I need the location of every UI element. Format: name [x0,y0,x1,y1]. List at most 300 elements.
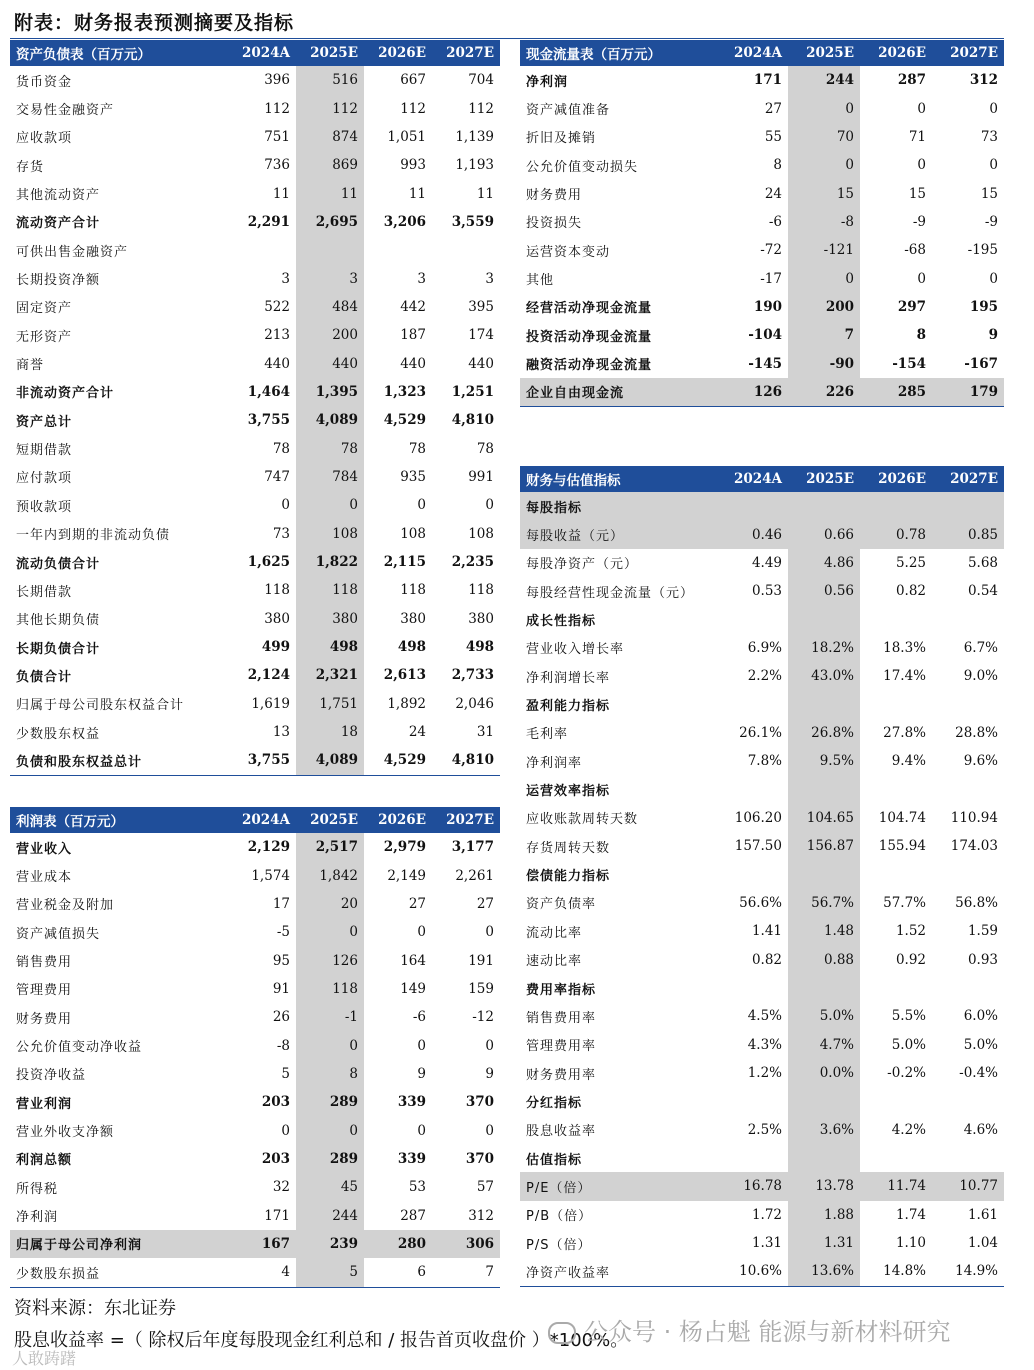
cell-value: 167 [228,1230,296,1258]
cell-value: 9.5% [788,747,860,775]
cell-value: 0 [417,924,426,941]
cell-value [932,1144,1004,1172]
cell-value: 1,619 [251,695,290,712]
row-label: 存货 [16,159,45,175]
cell-value: 213 [264,327,290,344]
row-label: 资产总计 [16,414,73,430]
balance-sheet-table [10,40,500,776]
cell-value: 10.77 [932,1172,1004,1200]
row-label: 其他流动资产 [16,188,101,204]
cell-value [716,690,788,718]
column-header: 2025E [788,466,860,492]
cell-value: 15 [788,179,860,207]
cell-value: 78 [476,440,494,457]
cell-value: 499 [261,639,290,656]
cell-value: -145 [748,355,782,372]
cell-value: 2,149 [387,867,426,884]
dividend-yield-note: 股息收益率 =（ 除权后年度每股现金红利总和 / 报告首页收盘价 ）*100%。 [14,1330,629,1351]
cell-value: 6.0% [963,1008,998,1025]
cell-value: 2.2% [747,668,782,685]
cell-value: 0 [989,100,998,117]
cell-value: 747 [264,468,290,485]
cell-value: 164 [400,952,426,969]
row-label: 财务费用 [526,188,583,204]
table-row [10,661,500,689]
row-label: 长期负债合计 [16,641,101,657]
row-label: 流动负债合计 [16,556,101,572]
row-label: 股息收益率 [526,1124,597,1140]
cell-value: 126 [296,946,364,974]
row-label: 长期投资净额 [16,273,101,289]
row-label: 流动比率 [526,925,583,941]
cell-value: 440 [468,355,494,372]
cell-value: 0 [989,157,998,174]
cell-value: 108 [468,525,494,542]
cell-value: 339 [397,1150,426,1167]
cell-value: 280 [364,1230,432,1258]
cell-value: 26 [272,1009,290,1026]
table-row [10,1173,500,1201]
table-row [520,378,1004,407]
cell-value: 56.7% [788,889,860,917]
table-row [10,179,500,207]
row-label: 商誉 [16,358,45,374]
cell-value: 11.74 [860,1172,932,1200]
watermark-small: 人敢踌躇 [12,1349,77,1368]
row-label: 应付款项 [16,471,73,487]
table-row [10,633,500,661]
table-row [520,719,1004,747]
table-row [520,208,1004,236]
cell-value: 3 [281,270,290,287]
table-row [10,434,500,462]
cell-value: 0.92 [895,951,926,968]
source-note: 资料来源：东北证券 [14,1298,176,1319]
cell-value [788,492,860,520]
cell-value: 1,323 [383,383,426,400]
row-label: 每股收益（元） [520,520,716,548]
cell-value: 9.0% [963,668,998,685]
cell-value: 312 [969,72,998,89]
cell-value: 11 [296,179,364,207]
column-header: 2025E [788,40,860,66]
row-label: 成长性指标 [526,614,597,630]
cell-value: 0 [917,270,926,287]
table-row [520,349,1004,377]
cell-value: 395 [468,298,494,315]
cell-value: 1.52 [895,923,926,940]
row-label: 交易性金融资产 [16,103,115,119]
row-label: 营业税金及附加 [16,898,115,914]
cell-value [716,1087,788,1115]
row-label: 营业收入 [16,841,73,857]
cell-value [788,860,860,888]
table-header-row [520,40,1004,66]
table-title: 现金流量表（百万元） [520,40,716,66]
cell-value: 73 [980,128,998,145]
cell-value: 1,574 [251,867,290,884]
cell-value: 285 [860,378,932,407]
cell-value: 8 [916,327,926,344]
cell-value: 874 [296,123,364,151]
row-label: 盈利能力指标 [526,699,611,715]
table-row [10,94,500,122]
cell-value: 112 [264,100,290,117]
cell-value: 4.3% [747,1036,782,1053]
cell-value: 104.74 [878,809,926,826]
cell-value: 9 [485,1065,494,1082]
cell-value: 0.82 [895,583,926,600]
table-row [10,718,500,746]
cell-value: 149 [400,980,426,997]
table-row [10,264,500,292]
row-label: 存货周转天数 [526,840,611,856]
cell-value: 14.9% [932,1257,1004,1286]
cell-value: 0 [296,491,364,519]
cash-flow-table [520,40,1004,407]
row-label: 长期借款 [16,584,73,600]
cell-value: 4 [228,1258,296,1287]
cell-value: 1,464 [247,383,290,400]
table-row [520,520,1004,548]
cell-value: 2,979 [383,839,426,856]
cell-value: 3,559 [451,213,494,230]
cell-value: 0 [281,497,290,514]
cell-value: 440 [264,355,290,372]
cell-value [432,236,500,264]
cell-value: 7 [432,1258,500,1287]
table-row [10,123,500,151]
row-label: 少数股东损益 [10,1258,228,1287]
cell-value [860,492,932,520]
cell-value: 118 [296,576,364,604]
wechat-icon [548,1322,576,1344]
row-label: 负债合计 [16,669,73,685]
cell-value: 516 [296,66,364,94]
cell-value: 1,892 [387,695,426,712]
cell-value: 667 [400,72,426,89]
row-label: 资产减值准备 [526,103,611,119]
cell-value: 396 [264,72,290,89]
cell-value: -8 [788,208,860,236]
cell-value: 1.72 [751,1206,782,1223]
cell-value: 0 [281,1122,290,1139]
cell-value: 312 [468,1207,494,1224]
cell-value: 751 [264,128,290,145]
column-header: 2027E [932,40,1004,66]
cell-value: 370 [465,1094,494,1111]
row-label: 固定资产 [16,301,73,317]
cell-value: 0 [485,924,494,941]
cell-value: 4.86 [788,549,860,577]
cell-value: 991 [468,468,494,485]
cell-value: 380 [264,610,290,627]
cell-value: 2,517 [296,833,364,861]
cell-value: 9 [988,327,998,344]
row-label: 每股经营性现金流量（元） [526,585,695,601]
cell-value: 155.94 [878,838,926,855]
table-row [10,349,500,377]
column-header: 2027E [432,807,500,833]
cell-value: 91 [272,980,290,997]
cell-value: 43.0% [788,662,860,690]
cell-value: 55 [764,128,782,145]
cell-value [788,974,860,1002]
row-label: 其他 [526,273,555,289]
cell-value: 380 [400,610,426,627]
cell-value: 78 [296,434,364,462]
cell-value: 0 [296,918,364,946]
table-row [520,1116,1004,1144]
table-row [10,1060,500,1088]
cell-value: 0 [788,94,860,122]
cell-value: 306 [432,1230,500,1258]
cell-value: 57.7% [883,894,926,911]
table-row [10,746,500,775]
cell-value [860,974,932,1002]
cell-value: 5.25 [895,554,926,571]
cell-value: 106.20 [734,809,782,826]
cell-value: 2,235 [451,554,494,571]
cell-value [716,492,788,520]
cell-value: 126 [716,378,788,407]
cell-value: 498 [465,639,494,656]
cell-value: 1.61 [967,1206,998,1223]
table-row [520,889,1004,917]
table-row [520,1229,1004,1257]
table-row [520,1002,1004,1030]
cell-value [364,236,432,264]
table-row [520,1201,1004,1229]
table-row [520,264,1004,292]
cell-value [296,236,364,264]
cell-value: 339 [397,1094,426,1111]
table-row [520,860,1004,888]
cell-value: 3.6% [788,1116,860,1144]
cell-value: 0 [296,1031,364,1059]
cell-value: 3 [485,270,494,287]
cell-value: 27.8% [883,724,926,741]
cell-value: -6 [768,213,782,230]
cell-value: 31 [476,724,494,741]
cell-value: 15 [980,185,998,202]
cell-value: 440 [296,349,364,377]
cell-value: 174 [468,327,494,344]
row-label: 短期借款 [16,443,73,459]
cell-value: 1,625 [247,554,290,571]
cell-value [716,1144,788,1172]
table-row [520,236,1004,264]
table-row [520,549,1004,577]
row-label: 毛利率 [526,727,569,743]
cell-value [716,860,788,888]
cell-value [716,605,788,633]
cell-value: -167 [964,355,998,372]
cell-value: 32 [272,1179,290,1196]
cell-value: 2.5% [747,1121,782,1138]
cell-value: 17.4% [883,668,926,685]
table-row [10,946,500,974]
cell-value: 4,089 [296,746,364,775]
cell-value: 3,206 [383,213,426,230]
cell-value [860,1087,932,1115]
cell-value: 1.31 [751,1235,782,1252]
column-header: 2024A [228,807,296,833]
cell-value: 57 [476,1179,494,1196]
cell-value: 20 [296,890,364,918]
cell-value: 869 [296,151,364,179]
cell-value: -0.4% [959,1065,998,1082]
cell-value: 1,842 [296,861,364,889]
table-row [520,946,1004,974]
cell-value: 0.85 [932,520,1004,548]
row-label: 其他长期负债 [16,613,101,629]
row-label: P/E（倍） [520,1172,716,1200]
table-row [520,66,1004,94]
cell-value: 2,261 [455,867,494,884]
cell-value: 297 [897,298,926,315]
row-label: 经营活动净现金流量 [526,301,653,317]
cell-value: -9 [984,213,998,230]
column-header: 2026E [364,807,432,833]
cell-value: 104.65 [788,804,860,832]
table-row [10,520,500,548]
cell-value: 0.66 [788,520,860,548]
table-row [520,917,1004,945]
cell-value: 9 [417,1065,426,1082]
cell-value: 0 [788,151,860,179]
cell-value: 1.31 [788,1229,860,1257]
cell-value: 0.46 [716,520,788,548]
cell-value: 226 [788,378,860,407]
row-label: 每股指标 [520,492,716,520]
cell-value: 289 [296,1088,364,1116]
table-row [520,179,1004,207]
cell-value: 0.0% [788,1059,860,1087]
table-row [520,804,1004,832]
table-row [520,123,1004,151]
cell-value: 5.0% [891,1036,926,1053]
table-row [10,406,500,434]
table-row [10,293,500,321]
cell-value: 0 [417,1122,426,1139]
cell-value: 8 [773,157,782,174]
cell-value: 9.4% [891,753,926,770]
cell-value: 0 [417,497,426,514]
cell-value: 1,751 [296,690,364,718]
row-label: 分红指标 [526,1095,583,1111]
income-statement-table [10,807,500,1288]
cell-value [716,775,788,803]
watermark [548,1312,951,1347]
cell-value: 16.78 [716,1172,788,1200]
cell-value: 24 [408,724,426,741]
table-row [520,1144,1004,1172]
row-label: 财务费用 [16,1011,73,1027]
cell-value: -5 [276,924,290,941]
cell-value: 3,755 [247,412,290,429]
cell-value: 1,139 [455,128,494,145]
cell-value: 27 [476,895,494,912]
cell-value: 11 [272,185,290,202]
cell-value: 78 [272,440,290,457]
row-label: 利润总额 [16,1153,73,1169]
cell-value: 0.82 [751,951,782,968]
table-header-row [520,466,1004,492]
cell-value: 53 [408,1179,426,1196]
cell-value: 244 [788,66,860,94]
cell-value: 442 [400,298,426,315]
table-row [520,1087,1004,1115]
table-row [10,236,500,264]
cell-value: 704 [468,72,494,89]
row-label: 流动资产合计 [16,216,101,232]
row-label: 公允价值变动损失 [526,159,639,175]
table-row [520,605,1004,633]
cell-value: 157.50 [734,838,782,855]
table-row [10,208,500,236]
cell-value: 6.9% [747,639,782,656]
cell-value: 26.1% [739,724,782,741]
cell-value: 118 [468,582,494,599]
cell-value: 4,810 [451,412,494,429]
cell-value: 2,613 [383,667,426,684]
cell-value: 156.87 [788,832,860,860]
cell-value: 5.0% [963,1036,998,1053]
table-row [10,548,500,576]
cell-value [788,1087,860,1115]
cell-value: 24 [764,185,782,202]
cell-value [860,775,932,803]
cell-value: 70 [788,123,860,151]
cell-value: 203 [261,1150,290,1167]
cell-value [932,1087,1004,1115]
table-row [10,861,500,889]
cell-value: 112 [296,94,364,122]
cell-value: 0.53 [751,583,782,600]
table-row [520,690,1004,718]
cell-value: 287 [897,72,926,89]
cell-value: 0 [989,270,998,287]
cell-value: 1.41 [751,923,782,940]
cell-value: 4,810 [432,746,500,775]
cell-value: 27 [408,895,426,912]
cell-value: 0.56 [788,577,860,605]
table-row [10,1145,500,1173]
cell-value: -154 [892,355,926,372]
cell-value: 0 [485,1037,494,1054]
row-label: 运营效率指标 [526,784,611,800]
cell-value: 7 [788,321,860,349]
cell-value: 0 [917,100,926,117]
cell-value: 11 [476,185,494,202]
cell-value: 289 [296,1145,364,1173]
cell-value: 1.2% [747,1065,782,1082]
table-row [10,690,500,718]
cell-value: 5.68 [967,554,998,571]
cell-value: -17 [760,270,782,287]
cell-value [860,1144,932,1172]
row-label: 无形资产 [16,329,73,345]
cell-value: 56.8% [955,894,998,911]
cell-value: -68 [904,242,926,259]
cell-value: 1,251 [451,383,494,400]
cell-value: 190 [753,298,782,315]
cell-value: 0.88 [788,946,860,974]
cell-value: 2,291 [247,213,290,230]
cell-value [788,775,860,803]
row-label: 货币资金 [16,74,73,90]
